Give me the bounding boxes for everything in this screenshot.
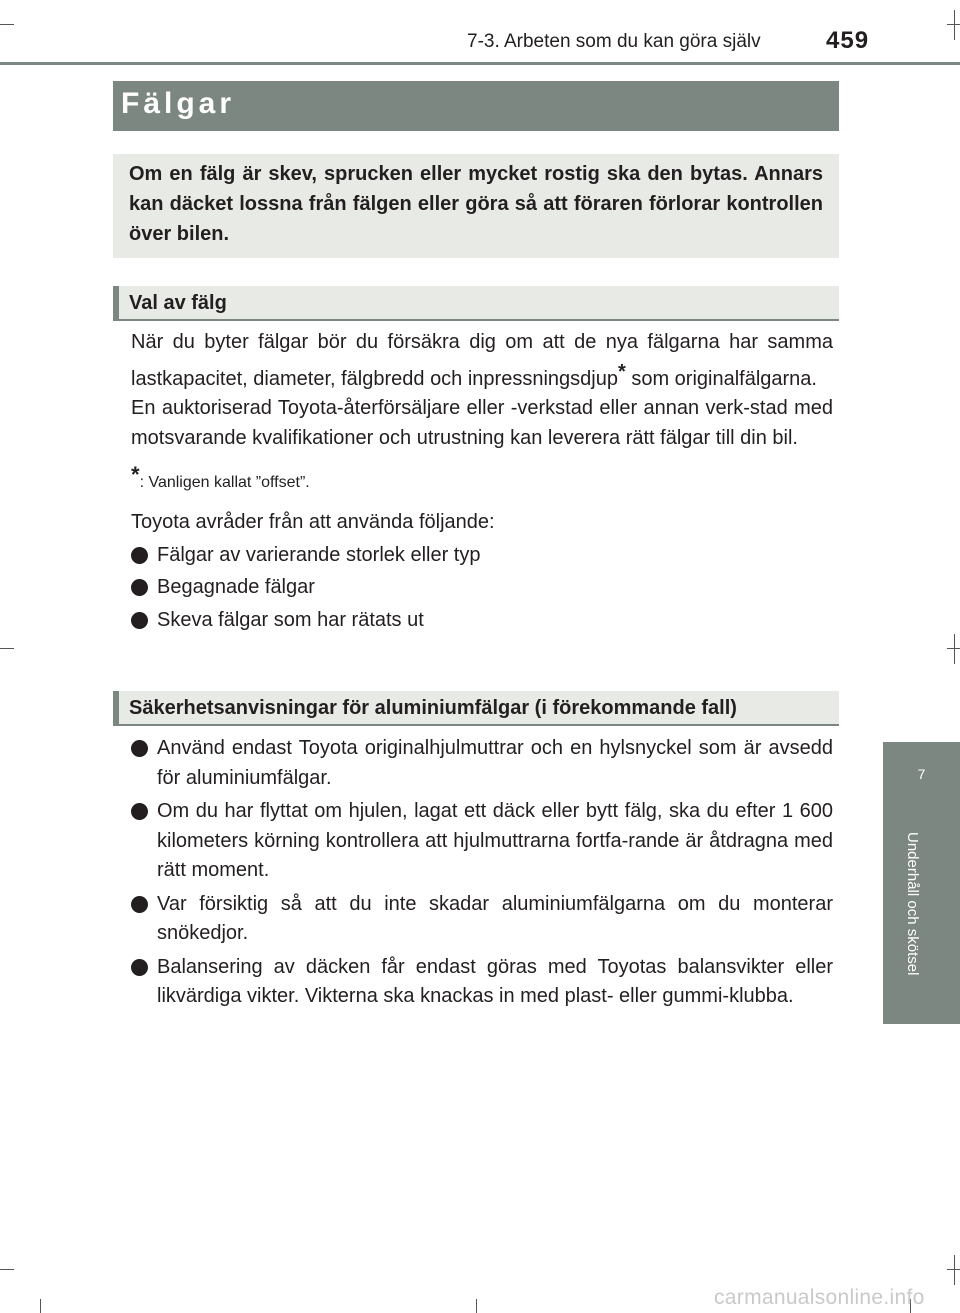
section-heading-text: Val av fälg <box>129 292 227 314</box>
section-heading-aluminium-safety <box>113 691 839 726</box>
list-item-text: Var försiktig så att du inte skadar aluminiumfälgarna om du monterar snökedjor. <box>157 892 833 944</box>
title-bar <box>113 81 839 131</box>
paragraph-dealer: En auktoriserad Toyota-återförsäljare eller -verkstad eller annan verk-stad med motsvarande kvalifikationer och utrustning kan leverera rätt fälgar till din bil. <box>131 397 833 449</box>
crop-mark <box>954 634 955 664</box>
crop-mark <box>476 1299 477 1313</box>
paragraph-requirements <box>131 328 833 394</box>
section-body-aluminium-safety <box>131 734 833 1012</box>
list-item-text: Balansering av däcken får endast göras med Toyotas balansvikter eller likvärdiga vikter. Vikterna ska knackas in med plast- eller gummi-klubba. <box>157 955 833 1007</box>
list-item <box>131 797 833 886</box>
crop-mark <box>954 1255 955 1285</box>
chapter-title: Underhåll och skötsel <box>904 832 921 976</box>
bullet-icon <box>131 896 148 913</box>
list-item-text: Om du har flyttat om hjulen, lagat ett däck eller bytt fälg, ska du efter 1 600 kilometers körning kontrollera att hjulmuttrarna fortfa-rande är åtdragna med rätt moment. <box>157 800 833 881</box>
bullet-icon <box>131 579 148 596</box>
list-item-text: Begagnade fälgar <box>157 576 315 598</box>
crop-mark <box>0 24 14 25</box>
section-heading-text: Säkerhetsanvisningar för aluminiumfälgar (i förekommande fall) <box>129 697 737 719</box>
bullet-icon <box>131 803 148 820</box>
page-number: 459 <box>826 27 870 54</box>
chapter-side-tab <box>883 742 960 1024</box>
watermark: carmanualsonline.info <box>714 1286 925 1309</box>
list-item <box>131 953 833 1012</box>
list-item <box>131 541 833 571</box>
list-item <box>131 573 833 603</box>
header-rule <box>0 62 960 65</box>
footnote <box>131 462 833 493</box>
section-heading-wheel-choice <box>113 286 839 321</box>
list-item-text: Använd endast Toyota originalhjulmuttrar och en hylsnyckel som är avsedd för aluminiumfälgar. <box>157 737 833 789</box>
bullet-icon <box>131 547 148 564</box>
list-item <box>131 734 833 793</box>
list-item <box>131 890 833 949</box>
section-body-wheel-choice <box>131 328 833 635</box>
list-item-text: Fälgar av varierande storlek eller typ <box>157 543 481 566</box>
paragraph-text: När du byter fälgar bör du försäkra dig om att de nya fälgarna har samma lastkapacitet, diameter, fälgbredd och inpressningsdjup <box>131 331 833 390</box>
paragraph-text: som originalfälgarna. <box>625 367 817 390</box>
bullet-icon <box>131 612 148 629</box>
footnote-text: : Vanligen kallat ”offset”. <box>139 474 310 491</box>
footnote-marker: * <box>617 360 626 383</box>
chapter-number: 7 <box>917 766 926 782</box>
intro-box <box>113 154 839 258</box>
list-item-text: Skeva fälgar som har rätats ut <box>157 608 424 631</box>
crop-mark <box>0 1269 14 1270</box>
list-item <box>131 606 833 636</box>
footnote-marker: * <box>131 462 140 487</box>
bullet-icon <box>131 740 148 757</box>
crop-mark <box>40 1299 41 1313</box>
list-intro: Toyota avråder från att använda följande: <box>131 511 495 533</box>
page-title: Fälgar <box>121 87 236 120</box>
intro-text: Om en fälg är skev, sprucken eller mycket rostig ska den bytas. Annars kan däcket lossna från fälgen eller göra så att föraren förlorar kontrollen över bilen. <box>129 163 823 245</box>
bullet-icon <box>131 959 148 976</box>
running-header-section: 7-3. Arbeten som du kan göra själv <box>467 31 761 52</box>
crop-mark <box>0 648 14 649</box>
crop-mark <box>954 10 955 40</box>
